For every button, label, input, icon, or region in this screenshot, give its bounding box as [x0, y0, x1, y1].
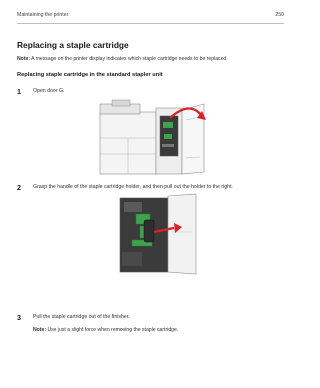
page-title: Replacing a staple cartridge — [17, 40, 129, 50]
step-number: 3 — [17, 313, 21, 322]
note-text: Use just a slight force when removing the staple cartridge. — [47, 327, 179, 333]
step-text: Pull the staple cartridge out of the finisher. — [33, 314, 130, 320]
note — [17, 56, 287, 62]
step-3-note — [33, 327, 178, 333]
section-title: Maintaining the printer — [17, 12, 69, 18]
note-label: Note: — [33, 327, 47, 333]
note-label: Note: — [17, 56, 31, 62]
note-text: A message on the printer display indicates which staple cartridge needs to be replaced. — [31, 56, 228, 62]
staple-holder-pull-illustration — [118, 192, 198, 276]
printer-door-open-illustration — [90, 98, 220, 178]
step-number: 1 — [17, 87, 21, 96]
step-number: 2 — [17, 183, 21, 192]
section-subheading: Replacing staple cartridge in the standard stapler unit — [17, 72, 163, 78]
step-text: Grasp the handle of the staple cartridge holder, and then pull out the holder to the right. — [33, 184, 233, 190]
page-header — [17, 12, 284, 24]
step-text: Open door G. — [33, 88, 65, 94]
page-number: 250 — [275, 12, 284, 18]
